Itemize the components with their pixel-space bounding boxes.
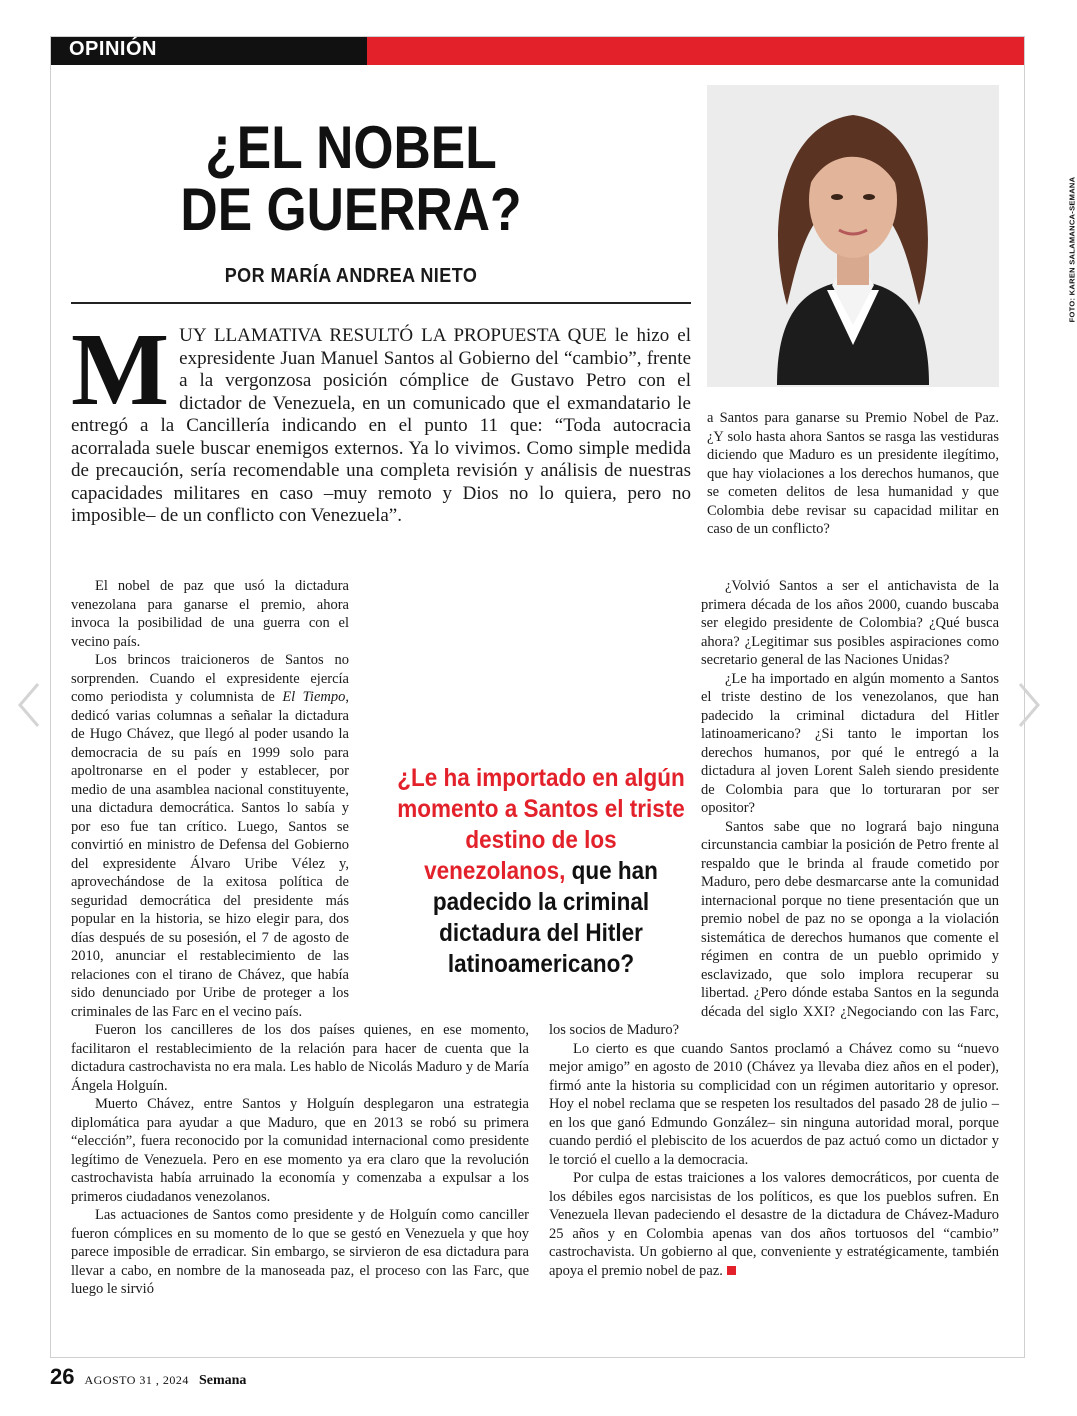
left-paragraph-2-a: Los brincos traicioneros de Santos no sorprenden. Cuando el expresidente ejercía como periodista y columnista de (71, 652, 349, 705)
left-paragraph-4: Muerto Chávez, entre Santos y Holguín desplegaron una estrategia diplomática para ayudar a que Maduro, que en 2013 se robó su primera “elección”, fuera reconocido por la comunidad internacional como presidente legítimo de Venezuela. Pero en ese momento ya era claro que la revolución castrochavista había arruinado la economía y comenzaba a expulsar a los primeros ciudadanos venezolanos. (71, 1096, 529, 1205)
right-paragraph-5 (549, 1169, 999, 1280)
pullquote-black-text: que han padecido la criminal dictadura del Hitler latinoamericano? (432, 857, 658, 978)
drop-cap: M (71, 312, 170, 427)
pullquote-red-text: ¿Le ha importado en algún momento a Santos el triste destino de los venezolanos, (397, 764, 685, 885)
right-paragraph-2: ¿Le ha importado en algún momento a Santos el triste destino de los venezolanos, que han padecido la criminal dictadura del Hitler latinoamericano? ¿Si tanto le importan los derechos humanos, por qué le entregó a la dictadura al joven Lorent Saleh siendo presidente de Colombia para que lo torturaran por ser opositor? (701, 670, 999, 816)
headline-rule (71, 302, 691, 304)
left-paragraph-5: Las actuaciones de Santos como presidente y de Holguín como canciller fueron cómplices en su momento de lo que se gestó en Venezuela y que hoy parece imposible de erradicar. Sin embargo, se sirvieron de esa dictadura para llevar a cabo, en nombre de la manoseada paz, el proceso con las Farc, que luego le sirvió (71, 1207, 529, 1297)
intro-text: UY LLAMATIVA RESULTÓ LA PROPUESTA QUE le hizo el expresidente Juan Manuel Santos al Gobierno del “cambio”, frente a la vergonzosa posición cómplice de Gustavo Petro con el dictador de Venezuela, en un comunicado que el exmandatario le entregó a la Cancillería indicando en el punto 11 que: “Toda autocracia acorralada suele buscar enemigos externos. Ya lo vivimos. Como simple medida de precaución, sería recomendable una completa revisión y análisis de nuestras capacidades militares en caso –muy remoto y Dios no lo quiera, pero no imposible– de un conflicto con Venezuela”. (71, 325, 691, 526)
pullquote (397, 763, 685, 980)
section-bar-red (367, 37, 1024, 65)
magazine-brand: Semana (198, 1373, 247, 1388)
author-photo (707, 85, 999, 387)
left-paragraph-2-b: , dedicó varias columnas a señalar la dictadura de Hugo Chávez, que llegó al poder usando la democracia de su país en 1999 solo para apoltronarse en el poder y establecer, por medio de una asamblea nacional constituyente, una dictadura democrática. Santos lo sabía y por eso fue tan crítico. Luego, Santos se convirtió en ministro de Defensa del Gobierno del expresidente Álvaro Uribe Vélez y, aprovechándose de la exitosa política de seguridad democrática del presidente más popular en la historia, se hizo elegir para, dos días después de su posesión, el 7 de agosto de 2010, anunciar el restablecimiento de las relaciones con el tirano de Chávez, que había sido denunciado por Uribe de proteger a los criminales de las Farc en el vecino país. (71, 689, 349, 1020)
right-paragraph-4: Lo cierto es que cuando Santos proclamó a Chávez como su “nuevo mejor amigo” en agosto de 2010 (Chávez ya llevaba diez años en el poder), firmó ante la historia su complicidad con un régimen autoritario y opresor. Hoy el nobel reclama que se respeten los resultados del pasado 28 de julio –en los que ganó Edmundo González– sin ninguna autoridad moral, porque cuando perdió el plebiscito de los acuerdos de paz actuó como un dictador y le torció el cuello a la democracia. (549, 1040, 999, 1168)
left-paragraph-1: El nobel de paz que usó la dictadura venezolana para ganarse el premio, ahora invoca la posibilidad de una guerra con el vecino país. (71, 578, 349, 650)
section-bar (51, 37, 1024, 65)
right-column-top-text: a Santos para ganarse su Premio Nobel de Paz. ¿Y solo hasta ahora Santos se rasga las vestiduras diciendo que Maduro es un presidente ilegítimo, que hay violaciones a los derechos humanos, que se cometen delitos de lesa humanidad y que Colombia debe revisar su capacidad militar en caso de un conflicto? (707, 410, 999, 537)
byline: POR MARÍA ANDREA NIETO (224, 265, 478, 287)
chevron-right-icon[interactable] (1014, 680, 1044, 730)
headline (110, 114, 592, 243)
newspaper-name: El Tiempo (282, 689, 346, 705)
portrait-illustration (707, 85, 999, 387)
intro-paragraph (71, 312, 691, 528)
section-label: OPINIÓN (69, 38, 157, 60)
right-paragraph-3: Santos sabe que no logrará bajo ninguna circunstancia cambiar la posición de Petro frente al respaldo que le brinda al fraude cometido por Maduro, pero debe desmarcarse ante la comunidad internacional porque no tiene presentación que un premio nobel de paz no se oponga a la violación sistemática de derechos humanos que comente el régimen en contra de un pueblo oprimido y esclavizado, que solo implora recuperar su libertad. ¿Pero dónde estaba Santos en la segunda década del siglo XXI? ¿Negociando con las Farc, los socios de Maduro? (549, 818, 999, 1038)
left-paragraph-3: Fueron los cancilleres de los dos países quienes, en ese momento, facilitaron el restablecimiento de la relación para hacer de cuenta que la dictadura castrochavista no era mala. Les hablo de Nicolás Maduro y de María Ángela Holguín. (71, 1022, 529, 1094)
square-icon (727, 1266, 736, 1275)
page-footer (50, 1364, 246, 1394)
issue-date: AGOSTO 31 , 2024 (84, 1373, 189, 1387)
headline-line-1: ¿EL NOBEL (205, 114, 497, 181)
magazine-page (50, 36, 1077, 1358)
chevron-left-icon[interactable] (14, 680, 44, 730)
right-paragraph-1: ¿Volvió Santos a ser el antichavista de la primera década de los años 2000, cuando buscaba ser elegido presidente de Colombia? ¿Qué busca ahora? ¿Legitimar sus posibles aspiraciones como secretario general de las Naciones Unidas? (701, 578, 999, 668)
photo-credit: FOTO: KAREN SALAMANCA-SEMANA (1067, 176, 1077, 323)
page-number: 26 (50, 1364, 75, 1389)
headline-line-2: DE GUERRA? (180, 176, 522, 243)
right-paragraph-5-text: Por culpa de estas traiciones a los valores democráticos, por cuenta de los débiles egos narcisistas de los políticos, es que los pueblos sufren. En Venezuela llevan padeciendo el desastre de la dictadura de Chávez-Maduro 25 años y en Colombia apenas van dos años tortuosos del “cambio” castrochavista. Un gobierno al que, conveniente y estratégicamente, también apoya el premio nobel de paz. (549, 1170, 999, 1279)
